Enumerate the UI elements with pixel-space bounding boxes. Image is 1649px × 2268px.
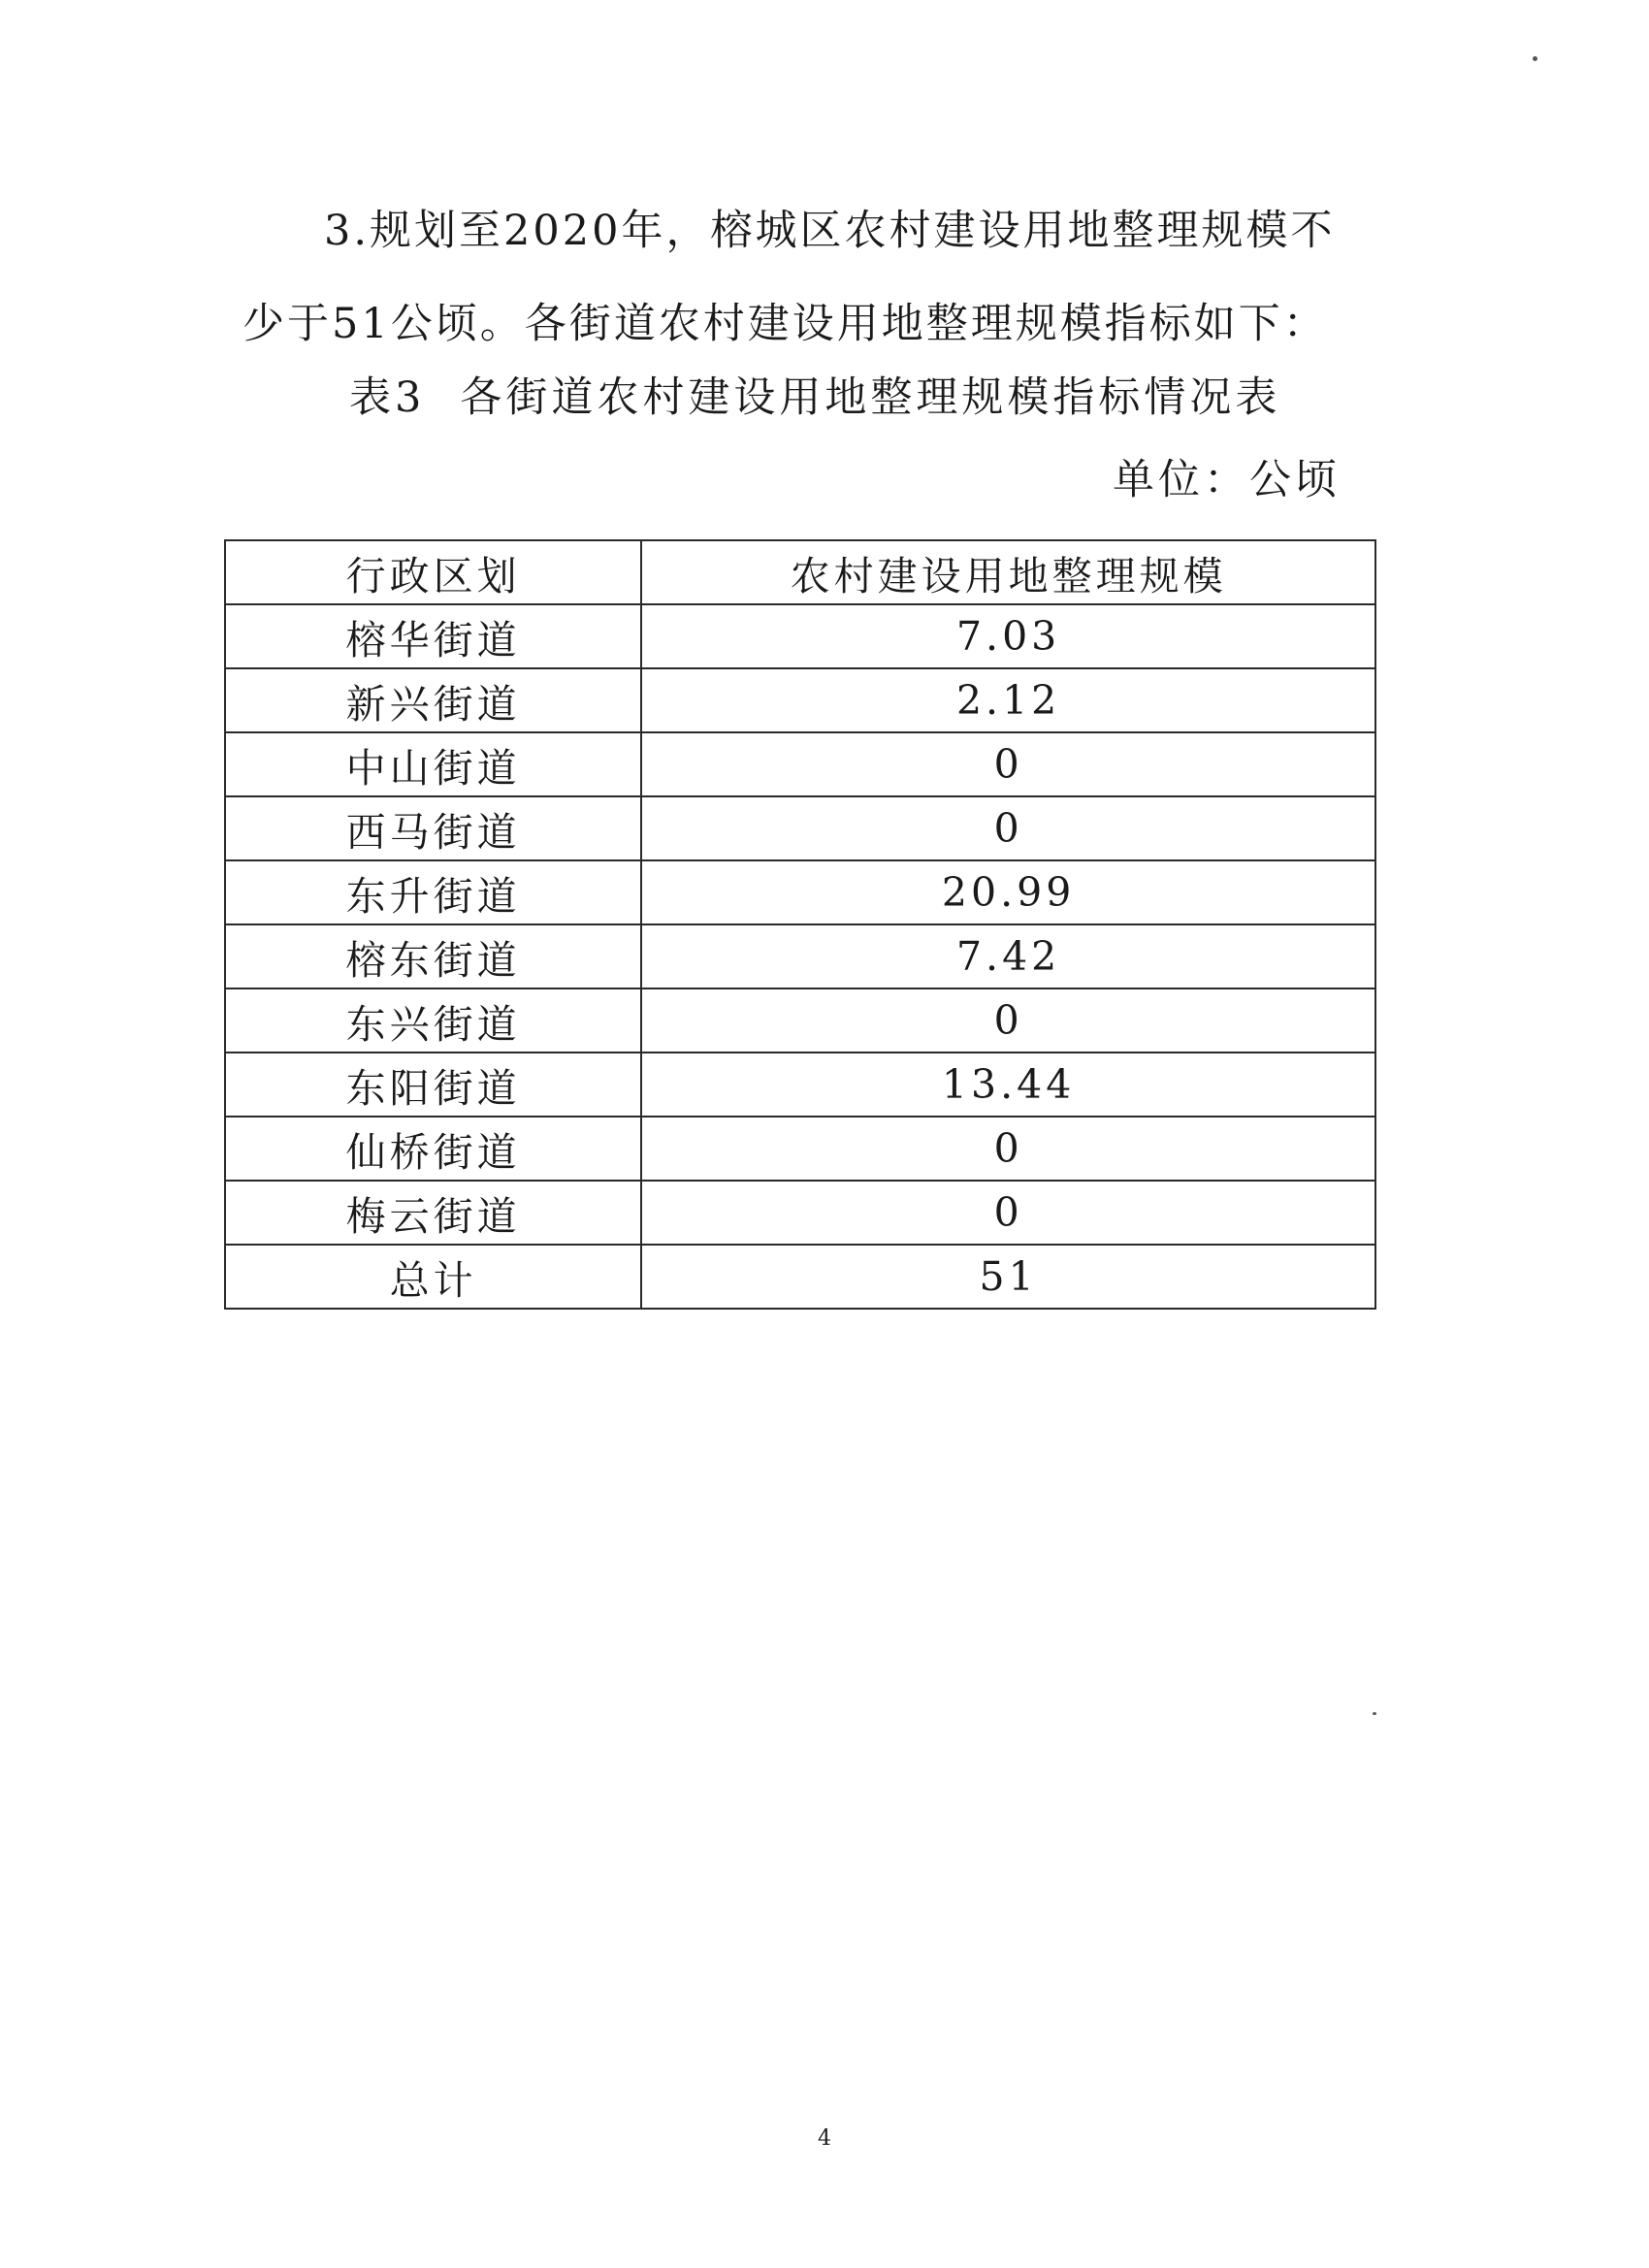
value-cell: 0	[641, 988, 1375, 1053]
district-cell: 中山街道	[225, 732, 641, 796]
table-row	[225, 1181, 1375, 1245]
district-cell: 西马街道	[225, 796, 641, 860]
value-cell: 0	[641, 1181, 1375, 1245]
district-cell: 榕东街道	[225, 924, 641, 988]
district-cell: 东升街道	[225, 860, 641, 924]
table-row	[225, 732, 1375, 796]
district-cell: 新兴街道	[225, 668, 641, 732]
table-row	[225, 924, 1375, 988]
value-cell: 20.99	[641, 860, 1375, 924]
body-paragraph: 3.规划至2020年，榕城区农村建设用地整理规模不少于51公顷。各街道农村建设用地整理规模指标如下：	[242, 207, 1336, 348]
table-total-row	[225, 1245, 1375, 1309]
scan-speck	[1533, 56, 1537, 61]
total-value-cell: 51	[641, 1245, 1375, 1309]
district-cell: 榕华街道	[225, 604, 641, 668]
value-cell: 7.42	[641, 924, 1375, 988]
value-cell: 7.03	[641, 604, 1375, 668]
table-row	[225, 1053, 1375, 1117]
table-row	[225, 988, 1375, 1053]
district-cell: 东阳街道	[225, 1053, 641, 1117]
table-header-row	[225, 540, 1375, 604]
district-cell: 梅云街道	[225, 1181, 641, 1245]
value-cell: 13.44	[641, 1053, 1375, 1117]
table-caption-number: 表3	[349, 373, 426, 422]
table-row	[225, 1117, 1375, 1181]
table-row	[225, 668, 1375, 732]
scan-speck	[1373, 1712, 1376, 1715]
column-header-scale: 农村建设用地整理规模	[641, 540, 1375, 604]
value-cell: 2.12	[641, 668, 1375, 732]
unit-note: 单位：公顷	[1113, 456, 1341, 504]
table-caption-title: 各街道农村建设用地整理规模指标情况表	[460, 373, 1281, 422]
value-cell: 0	[641, 732, 1375, 796]
district-table	[224, 539, 1376, 1310]
total-label-cell: 总计	[225, 1245, 641, 1309]
table-row	[225, 604, 1375, 668]
district-cell: 仙桥街道	[225, 1117, 641, 1181]
district-cell: 东兴街道	[225, 988, 641, 1053]
table-row	[225, 860, 1375, 924]
page-number: 4	[818, 2126, 831, 2151]
column-header-district: 行政区划	[225, 540, 641, 604]
value-cell: 0	[641, 796, 1375, 860]
table-row	[225, 796, 1375, 860]
table-caption	[349, 369, 1319, 427]
value-cell: 0	[641, 1117, 1375, 1181]
